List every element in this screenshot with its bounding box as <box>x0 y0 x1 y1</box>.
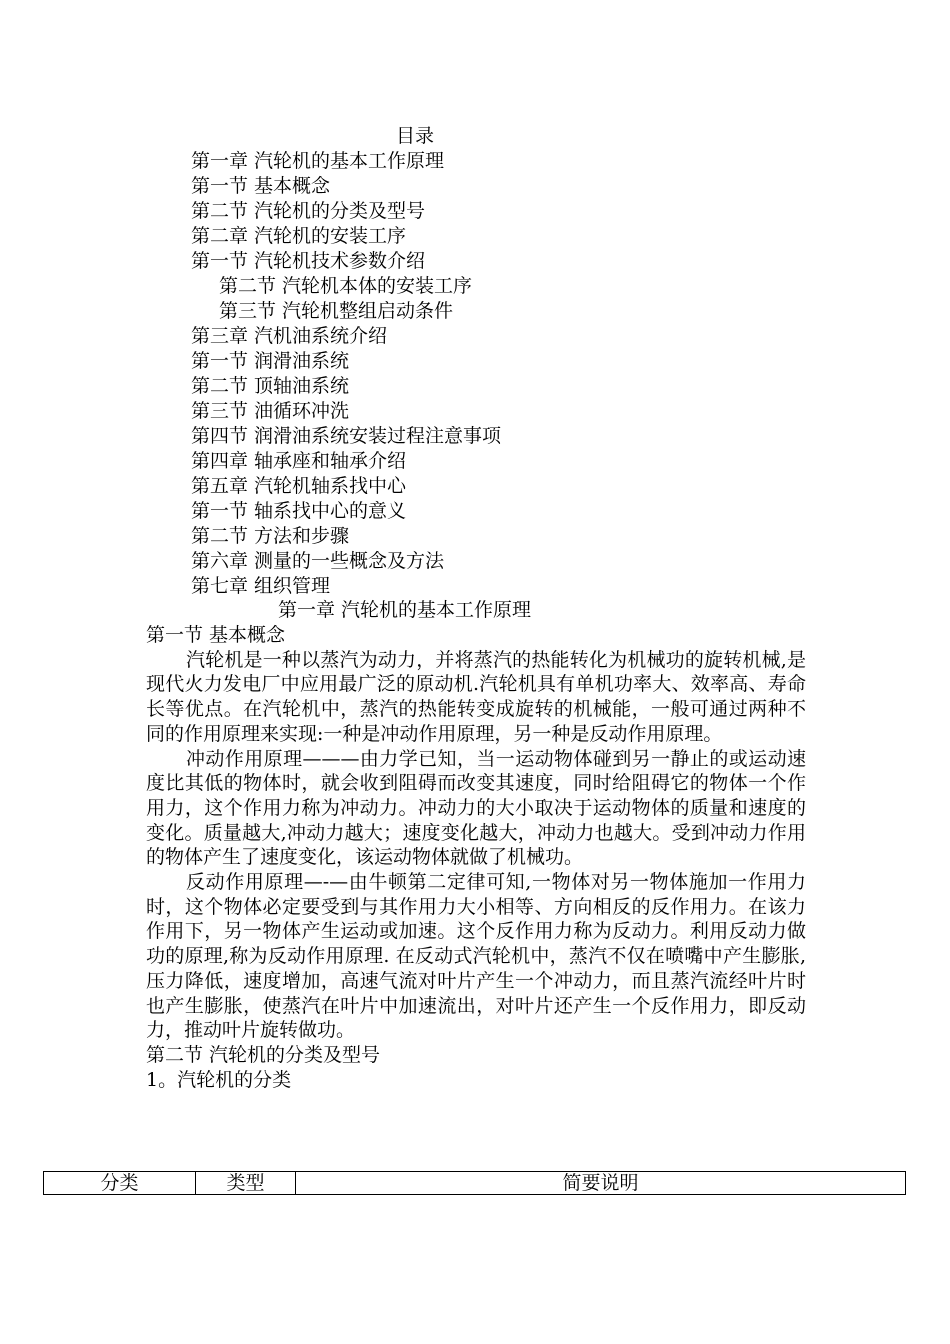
paragraph: 反动作用原理—-—由牛顿第二定律可知,一物体对另一物体施加一作用力时，这个物体必定要受到与其作用力大小相等、方向相反的反作用力。在该力作用下，另一物体产生运动或加速。这个反作用力称为反动力。利用反动力做功的原理,称为反动作用原理. 在反动式汽轮机中，蒸汽不仅在喷嘴中产生膨胀,压力降低，速度增加，高速气流对叶片产生一个冲动力，而且蒸汽流经叶片时也产生膨胀，使蒸汽在叶片中加速流出，对叶片还产生一个反作用力，即反动力，推动叶片旋转做功。 <box>146 871 806 1042</box>
toc-entry: 第二节 汽轮机的分类及型号 <box>191 200 426 222</box>
paragraph: 冲动作用原理———由力学已知，当一运动物体碰到另一静止的或运动速度比其低的物体时，就会收到阻碍而改变其速度，同时给阻碍它的物体一个作用力，这个作用力称为冲动力。冲动力的大小取决于运动物体的质量和速度的变化。质量越大,冲动力越大；速度变化越大，冲动力也越大。受到冲动力作用的物体产生了速度变化，该运动物体就做了机械功。 <box>146 747 806 869</box>
table-header-cell: 类型 <box>196 1172 296 1195</box>
chapter-heading: 第一章 汽轮机的基本工作原理 <box>278 599 532 621</box>
classification-table <box>43 1171 905 1195</box>
toc-entry: 第二节 方法和步骤 <box>191 525 350 547</box>
toc-entry: 第三章 汽机油系统介绍 <box>191 325 388 347</box>
table-header-row <box>44 1172 906 1195</box>
toc-entry: 第三节 汽轮机整组启动条件 <box>219 300 454 322</box>
toc-entry: 第二节 顶轴油系统 <box>191 375 350 397</box>
toc-entry: 第三节 油循环冲洗 <box>191 400 350 422</box>
toc-entry: 第二章 汽轮机的安装工序 <box>191 225 407 247</box>
toc-entry: 第一节 基本概念 <box>191 175 331 197</box>
toc-entry: 第一章 汽轮机的基本工作原理 <box>191 150 445 172</box>
toc-entry: 第一节 润滑油系统 <box>191 350 350 372</box>
chapter-body <box>146 623 806 1092</box>
toc-entry: 第四节 润滑油系统安装过程注意事项 <box>191 425 502 447</box>
section-heading: 第一节 基本概念 <box>146 624 286 646</box>
section-heading: 第二节 汽轮机的分类及型号 <box>146 1043 381 1066</box>
toc-entry: 第七章 组织管理 <box>191 575 331 597</box>
toc-entry: 第一节 轴系找中心的意义 <box>191 500 407 522</box>
table-header-cell: 分类 <box>44 1172 196 1195</box>
table-header-cell: 简要说明 <box>296 1172 906 1195</box>
toc-entry: 第五章 汽轮机轴系找中心 <box>191 475 407 497</box>
toc-entry: 第六章 测量的一些概念及方法 <box>191 550 445 572</box>
paragraph: 汽轮机是一种以蒸汽为动力，并将蒸汽的热能转化为机械功的旋转机械,是现代火力发电厂中应用最广泛的原动机.汽轮机具有单机功率大、效率高、寿命长等优点。在汽轮机中，蒸汽的热能转变成旋转的机械能，一般可通过两种不同的作用原理来实现:一种是冲动作用原理，另一种是反动作用原理。 <box>146 648 806 745</box>
toc-entry: 第四章 轴承座和轴承介绍 <box>191 450 407 472</box>
toc-title: 目录 <box>395 125 434 147</box>
subsection-heading: 1。汽轮机的分类 <box>146 1068 292 1091</box>
toc-entry: 第一节 汽轮机技术参数介绍 <box>191 250 426 272</box>
toc-entry: 第二节 汽轮机本体的安装工序 <box>219 275 473 297</box>
table-of-contents <box>191 149 501 599</box>
